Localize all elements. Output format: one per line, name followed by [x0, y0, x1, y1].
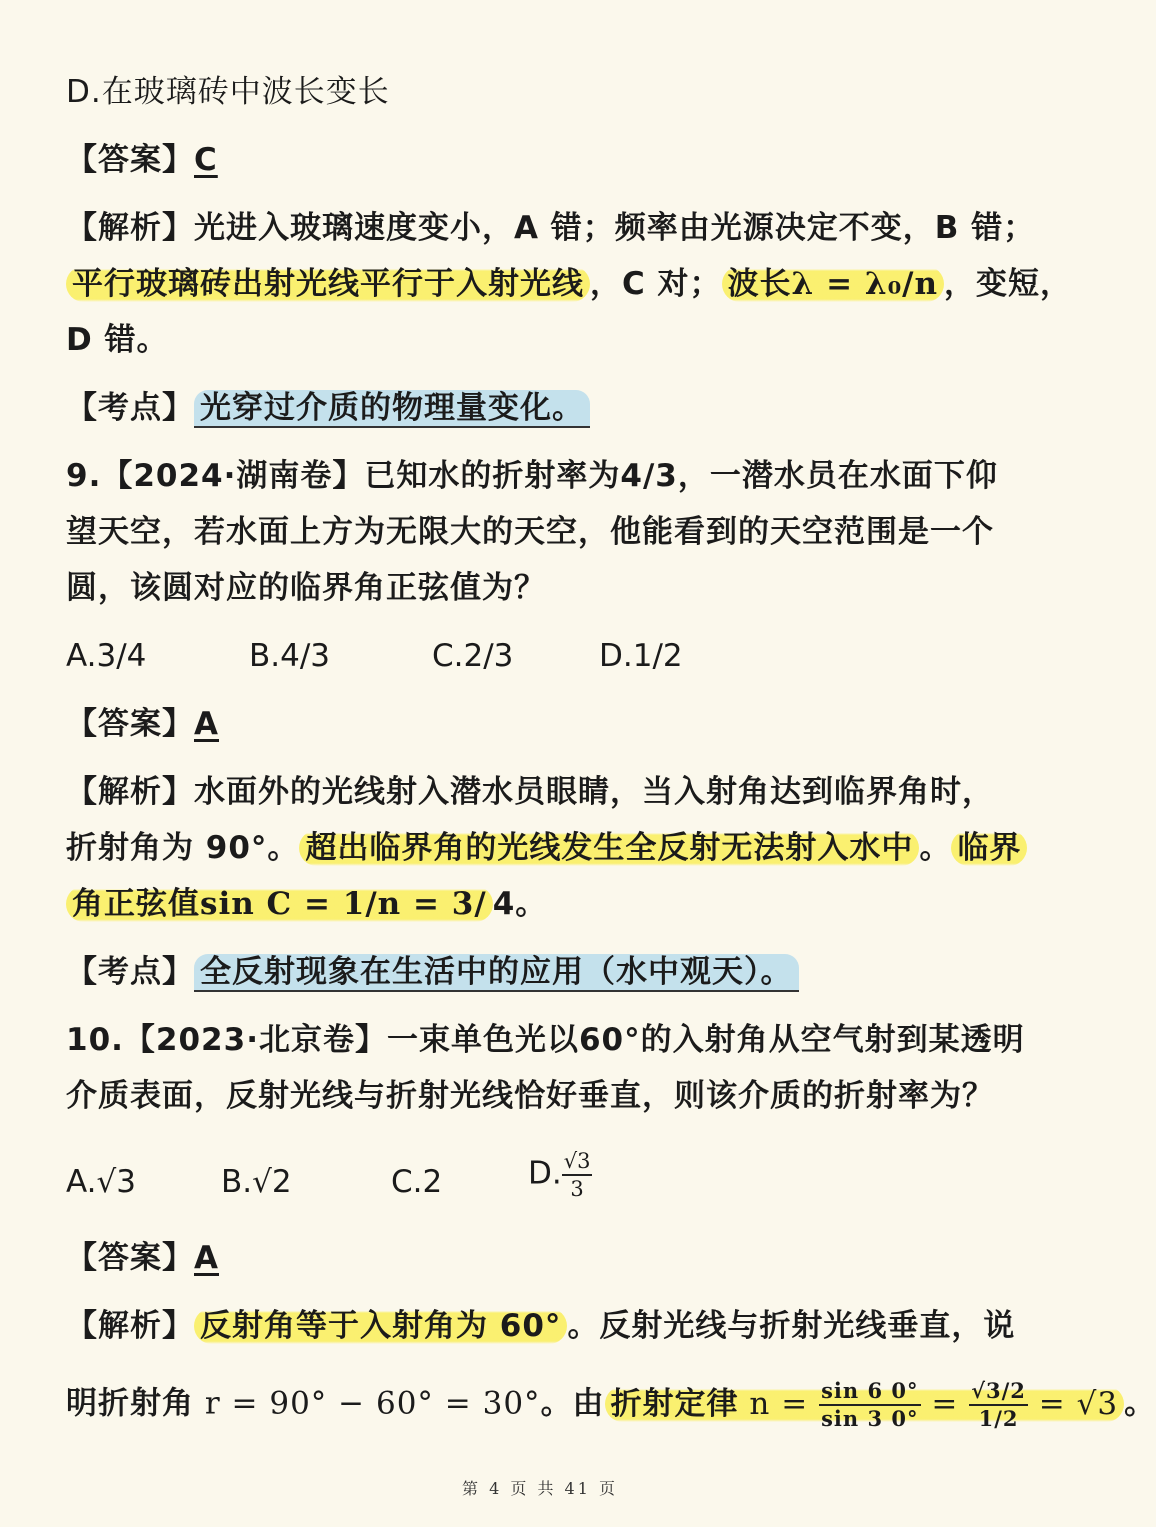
q8-analysis-line-3: D 错。 — [66, 322, 169, 358]
fraction-numerator: √3/2 — [969, 1378, 1028, 1406]
highlight-label: 波长 — [727, 266, 792, 302]
q10-stem-line-1: 10.【2023·北京卷】一束单色光以60°的入射角从空气射到某透明 — [66, 1022, 1025, 1058]
fraction-denominator: 1/2 — [978, 1406, 1019, 1431]
analysis-text: 。 — [1124, 1385, 1156, 1422]
q10-analysis-line-1 — [66, 1304, 1020, 1348]
q10-option-a: A.√3 — [66, 1164, 136, 1200]
q10-option-c: C.2 — [391, 1164, 443, 1200]
option-d-fraction — [562, 1148, 593, 1202]
q8-analysis-line-2 — [66, 262, 1073, 306]
q9-option-b: B.4/3 — [249, 638, 331, 674]
page-footer: 第 4 页 共 41 页 — [462, 1479, 618, 1498]
q9-answer — [66, 702, 1020, 746]
q8-option-d: D.在玻璃砖中波长变长 — [66, 74, 390, 110]
analysis-text: 光进入玻璃速度变小，A 错；频率由光源决定不变，B 错； — [194, 210, 1036, 246]
analysis-text: ，C 对； — [590, 266, 722, 302]
q8-answer — [66, 138, 1020, 182]
q10-analysis-line-2 — [66, 1378, 1156, 1432]
q8-point — [66, 386, 1020, 430]
analysis-text: 。反射光线与折射光线垂直，说 — [567, 1308, 1016, 1344]
option-d-label: D. — [528, 1155, 562, 1192]
critical-angle-formula: sin C = 1/n = 3/ — [200, 886, 487, 922]
formula-n: n = — [738, 1385, 820, 1422]
q9-option-c: C.2/3 — [432, 638, 514, 674]
highlight-formula — [722, 266, 944, 302]
equals-sign: = — [920, 1385, 970, 1422]
highlight-text: 临界 — [951, 830, 1027, 866]
fraction-numerator: √3 — [562, 1148, 593, 1176]
answer-tag: 【答案】 — [66, 1240, 194, 1276]
q9-option-a: A.3/4 — [66, 638, 147, 674]
q8-analysis-line-1 — [66, 206, 1036, 250]
result-value: = √3 — [1027, 1385, 1119, 1422]
highlight-label: 折射定律 — [610, 1385, 739, 1422]
answer-letter: A — [194, 1240, 219, 1276]
fraction-denominator: 3 — [570, 1177, 584, 1201]
analysis-text: 折射角为 90°。 — [66, 830, 300, 866]
q9-option-d: D.1/2 — [599, 638, 683, 674]
analysis-text: ，变短， — [944, 266, 1073, 302]
highlight-formula — [605, 1378, 1125, 1431]
q9-analysis-line-1 — [66, 770, 1020, 814]
analysis-tag: 【解析】 — [66, 774, 194, 810]
wavelength-formula: λ = λ₀/n — [791, 266, 939, 302]
point-tag: 【考点】 — [66, 390, 194, 426]
analysis-tag: 【解析】 — [66, 1308, 194, 1344]
q9-stem-line-3: 圆，该圆对应的临界角正弦值为？ — [66, 570, 546, 606]
highlight-text: 超出临界角的光线发生全反射无法射入水中 — [299, 830, 919, 866]
sine-ratio-fraction — [819, 1378, 920, 1432]
analysis-text: 4。 — [492, 886, 548, 922]
fraction-numerator: sin 6 0° — [819, 1378, 920, 1406]
answer-letter: A — [194, 706, 219, 742]
q10-answer — [66, 1236, 1020, 1280]
analysis-text: 明折射角 — [66, 1385, 194, 1422]
point-tag: 【考点】 — [66, 954, 194, 990]
answer-tag: 【答案】 — [66, 142, 194, 178]
q10-option-d — [528, 1148, 592, 1202]
highlight-formula — [66, 886, 493, 922]
q9-point — [66, 950, 1020, 994]
analysis-text: 水面外的光线射入潜水员眼睛，当入射角达到临界角时， — [194, 774, 994, 810]
analysis-tag: 【解析】 — [66, 210, 194, 246]
q9-stem-line-1: 9.【2024·湖南卷】已知水的折射率为4/3，一潜水员在水面下仰 — [66, 458, 998, 494]
q9-stem-line-2: 望天空，若水面上方为无限大的天空，他能看到的天空范围是一个 — [66, 514, 994, 550]
answer-letter: C — [194, 142, 218, 178]
value-fraction — [969, 1378, 1028, 1432]
analysis-text: 。 — [919, 830, 952, 866]
fraction-denominator: sin 3 0° — [821, 1406, 919, 1431]
refraction-angle-formula: r = 90° − 60° = 30° — [194, 1385, 541, 1422]
highlight-label: 角正弦值 — [72, 886, 200, 922]
q10-option-b: B.√2 — [221, 1164, 292, 1200]
q9-analysis-line-3 — [66, 882, 1020, 926]
point-text: 光穿过介质的物理量变化。 — [194, 390, 590, 428]
analysis-text: 。由 — [540, 1385, 605, 1422]
q9-analysis-line-2 — [66, 826, 1020, 870]
highlight-text: 反射角等于入射角为 60° — [194, 1308, 567, 1344]
answer-tag: 【答案】 — [66, 706, 194, 742]
point-text: 全反射现象在生活中的应用（水中观天）。 — [194, 954, 799, 992]
q10-stem-line-2: 介质表面，反射光线与折射光线恰好垂直，则该介质的折射率为？ — [66, 1078, 994, 1114]
highlight-text: 平行玻璃砖出射光线平行于入射光线 — [66, 266, 590, 302]
